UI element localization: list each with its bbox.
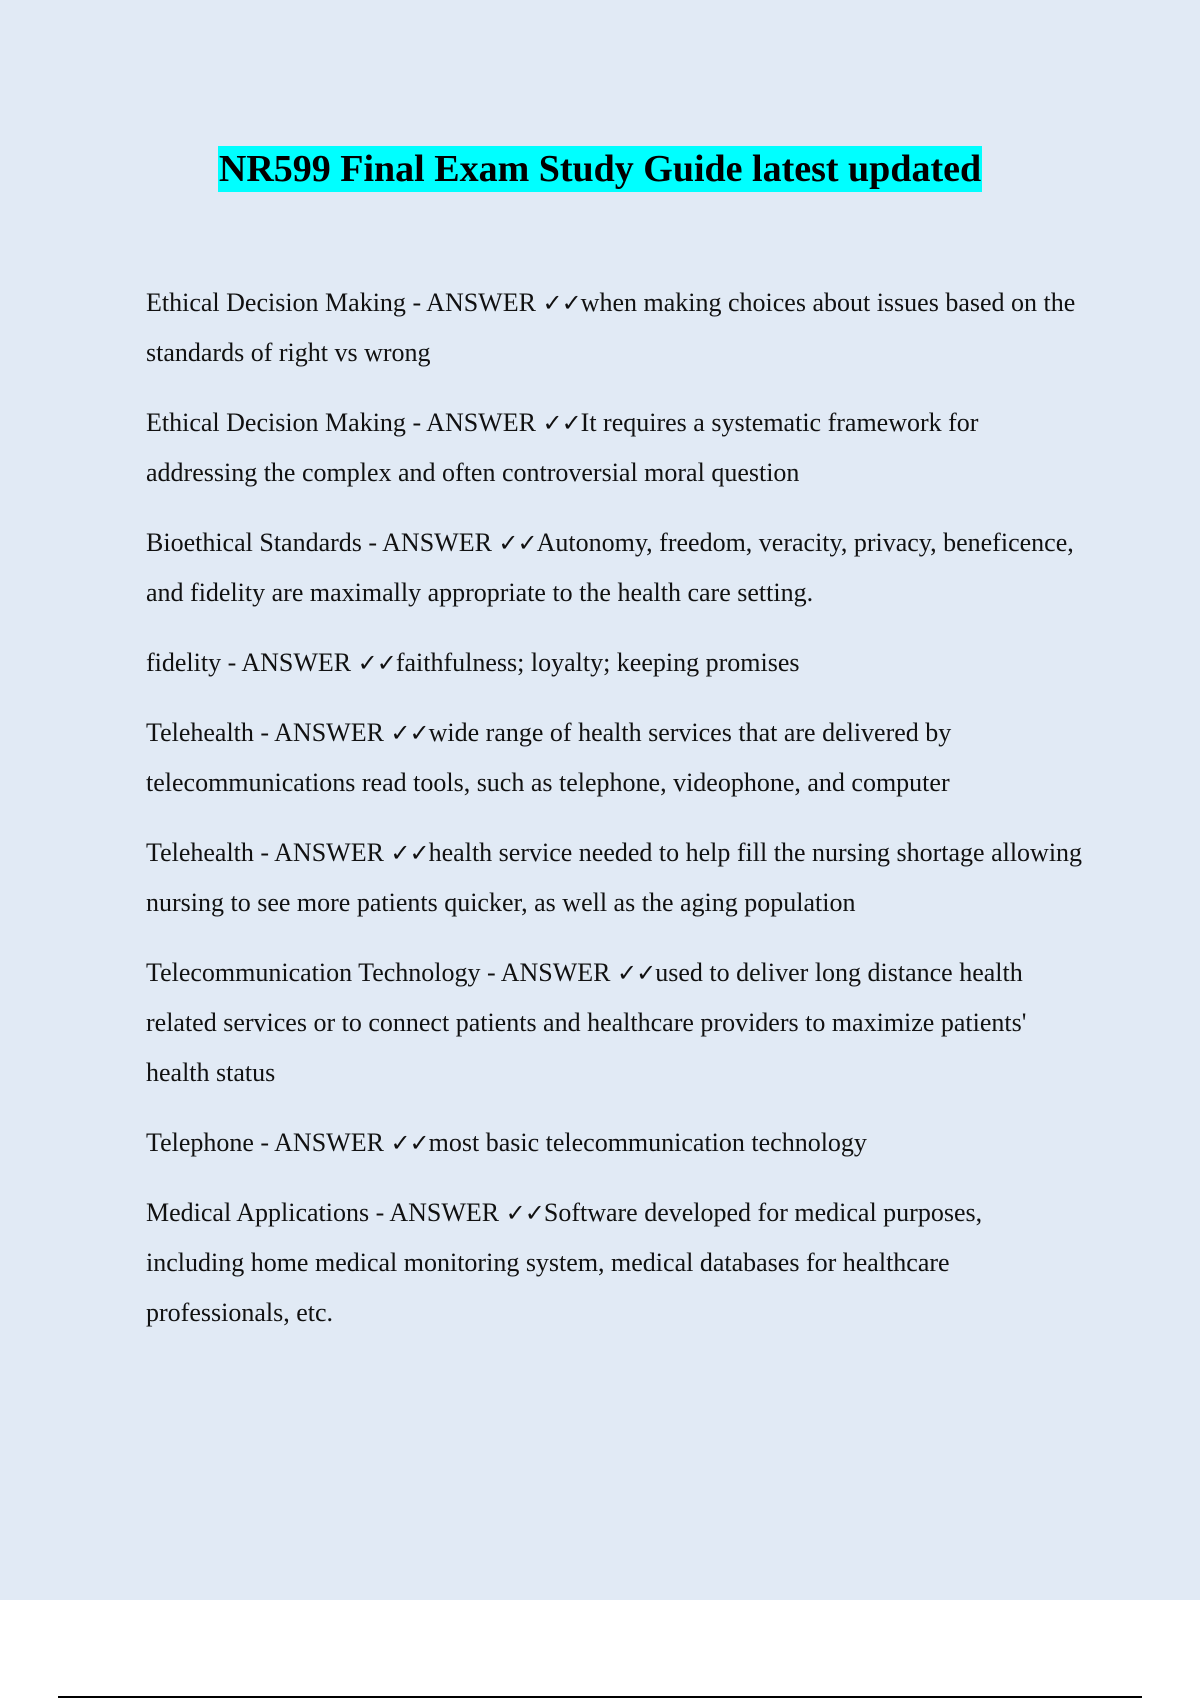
answer-label: ANSWER [274, 838, 384, 867]
answer-label: ANSWER [274, 718, 384, 747]
entry-separator: - [369, 1198, 390, 1227]
double-check-icon: ✓✓ [542, 409, 581, 437]
document-title: NR599 Final Exam Study Guide latest updated [218, 148, 982, 190]
answer-label: ANSWER [426, 288, 536, 317]
qa-entry [146, 948, 1086, 1098]
entry-answer: wide range of health services that are delivered by telecommunications read tools, such as telephone, videophone, and computer [146, 718, 952, 797]
entry-term: Telecommunication Technology [146, 958, 481, 987]
entry-answer: Autonomy, freedom, veracity, privacy, beneficence, and fidelity are maximally appropriate to the health care setting. [146, 528, 1074, 607]
entry-separator: - [480, 958, 501, 987]
entry-term: Telehealth [146, 718, 254, 747]
entry-separator: - [405, 408, 427, 437]
entry-term: fidelity [146, 648, 222, 677]
qa-entry [146, 828, 1086, 928]
double-check-icon: ✓✓ [505, 1199, 544, 1227]
double-check-icon: ✓✓ [357, 649, 396, 677]
entry-answer: used to deliver long distance health related services or to connect patients and healthcare providers to maximize patients' health status [146, 958, 1027, 1087]
entry-answer: faithfulness; loyalty; keeping promises [395, 648, 800, 677]
entry-separator: - [221, 648, 242, 677]
qa-entry [146, 1118, 1086, 1168]
entry-term: Ethical Decision Making [146, 408, 406, 437]
entry-term: Bioethical Standards [146, 528, 362, 557]
entry-term: Medical Applications [146, 1198, 370, 1227]
qa-entry [146, 278, 1086, 378]
entry-answer: most basic telecommunication technology [428, 1128, 867, 1157]
qa-list [146, 278, 1086, 1358]
entry-separator: - [405, 288, 427, 317]
entry-separator: - [253, 718, 275, 747]
entry-answer: when making choices about issues based on the standards of right vs wrong [146, 288, 1076, 367]
entry-answer: Software developed for medical purposes, including home medical monitoring system, medical databases for healthcare professionals, etc. [146, 1198, 983, 1327]
qa-entry [146, 1188, 1086, 1338]
qa-entry [146, 518, 1086, 618]
footer-divider [58, 1696, 1142, 1698]
entry-term: Telephone [146, 1128, 254, 1157]
entry-separator: - [253, 1128, 275, 1157]
entry-answer: It requires a systematic framework for addressing the complex and often controversial moral question [146, 408, 979, 487]
title-container [0, 146, 1200, 192]
double-check-icon: ✓✓ [390, 1129, 429, 1157]
double-check-icon: ✓✓ [390, 839, 429, 867]
qa-entry [146, 398, 1086, 498]
double-check-icon: ✓✓ [498, 529, 537, 557]
entry-answer: health service needed to help fill the nursing shortage allowing nursing to see more patients quicker, as well as the aging population [146, 838, 1083, 917]
answer-label: ANSWER [241, 648, 352, 677]
double-check-icon: ✓✓ [617, 959, 656, 987]
qa-entry [146, 708, 1086, 808]
answer-label: ANSWER [500, 958, 611, 987]
entry-term: Ethical Decision Making [146, 288, 406, 317]
answer-label: ANSWER [382, 528, 492, 557]
answer-label: ANSWER [274, 1128, 384, 1157]
double-check-icon: ✓✓ [390, 719, 429, 747]
entry-separator: - [361, 528, 383, 557]
double-check-icon: ✓✓ [542, 289, 581, 317]
qa-entry [146, 638, 1086, 688]
answer-label: ANSWER [426, 408, 536, 437]
entry-term: Telehealth [146, 838, 254, 867]
entry-separator: - [253, 838, 275, 867]
answer-label: ANSWER [389, 1198, 500, 1227]
